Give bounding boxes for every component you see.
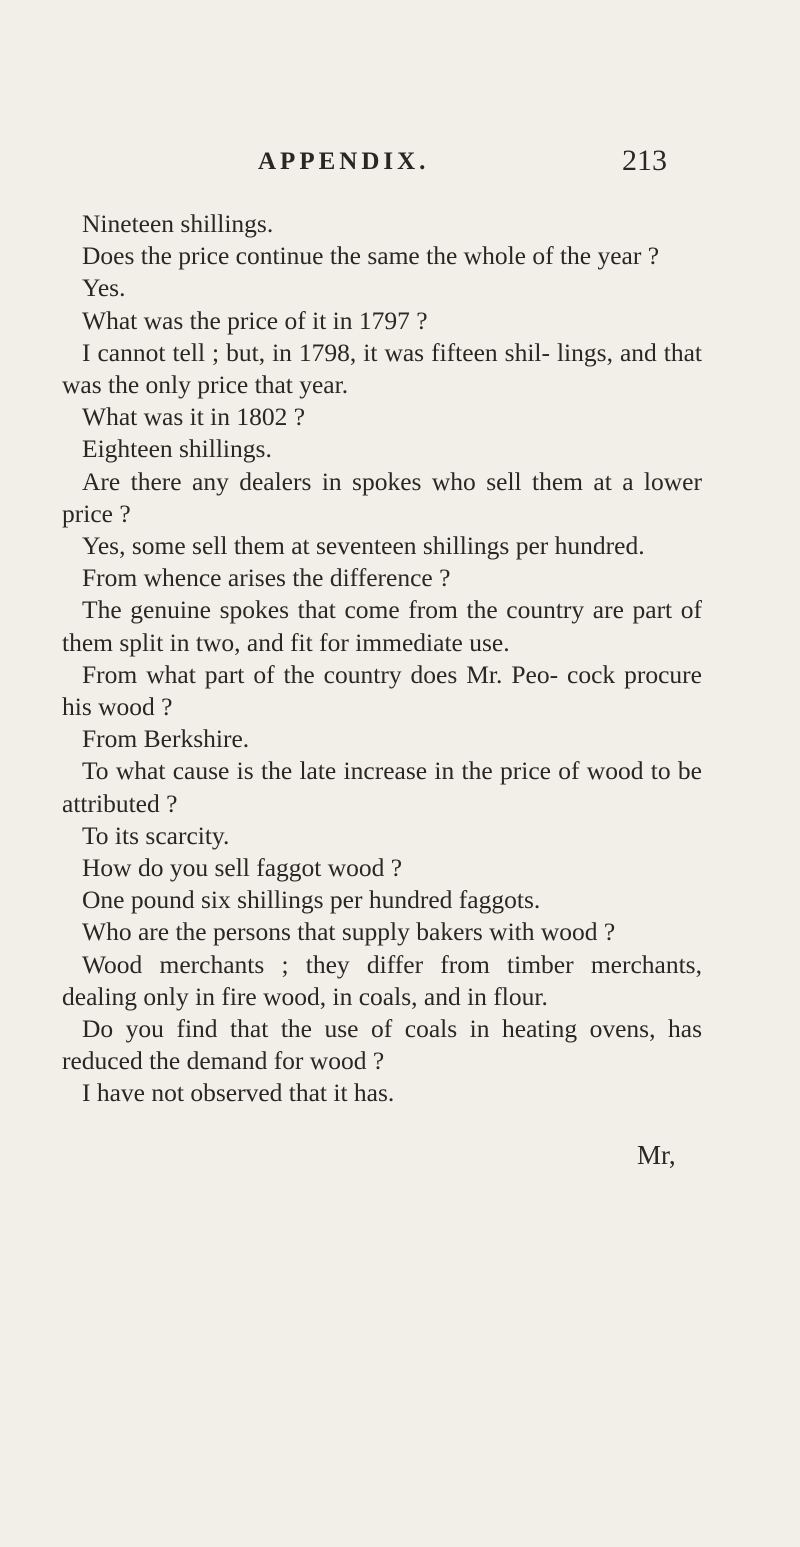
page-number: 213 (622, 144, 667, 177)
question-paragraph: Does the price continue the same the whole of the year ? (82, 241, 660, 271)
question-paragraph: Are there any dealers in spokes who sell them at a lower price ? (62, 466, 702, 528)
question-paragraph: How do you sell faggot wood ? (82, 853, 403, 883)
answer-paragraph: One pound six shillings per hundred faggots. (82, 885, 541, 915)
question-paragraph: Do you find that the use of coals in heating ovens, has reduced the demand for wood ? (62, 1014, 702, 1076)
answer-paragraph: Nineteen shillings. (82, 209, 274, 238)
running-head-title: APPENDIX. (258, 148, 430, 175)
question-paragraph: From whence arises the difference ? (82, 563, 451, 593)
body-text (62, 208, 702, 1110)
answer-paragraph: From Berkshire. (82, 724, 250, 754)
answer-paragraph: Eighteen shillings. (82, 434, 272, 464)
question-paragraph: What was it in 1802 ? (82, 402, 306, 432)
answer-paragraph: Wood merchants ; they differ from timber merchants, dealing only in fire wood, in coals, and in flour. (62, 949, 702, 1011)
answer-paragraph: I cannot tell ; but, in 1798, it was fifteen shil- lings, and that was the only price that year. (62, 337, 702, 400)
running-head (0, 144, 800, 188)
answer-paragraph: Yes. (82, 273, 126, 303)
answer-paragraph: The genuine spokes that come from the country are part of them split in two, and fit for immediate use. (62, 595, 702, 657)
catchword: Mr, (637, 1140, 676, 1170)
answer-paragraph: Yes, some sell them at seventeen shillings per hundred. (82, 531, 645, 561)
question-paragraph: From what part of the country does Mr. Peo- cock procure his wood ? (62, 659, 702, 722)
answer-paragraph: To its scarcity. (82, 820, 230, 850)
question-paragraph: To what cause is the late increase in the price of wood to be attributed ? (62, 756, 702, 818)
answer-paragraph: I have not observed that it has. (82, 1078, 395, 1108)
question-paragraph: Who are the persons that supply bakers with wood ? (82, 917, 616, 947)
question-paragraph: What was the price of it in 1797 ? (82, 305, 428, 335)
